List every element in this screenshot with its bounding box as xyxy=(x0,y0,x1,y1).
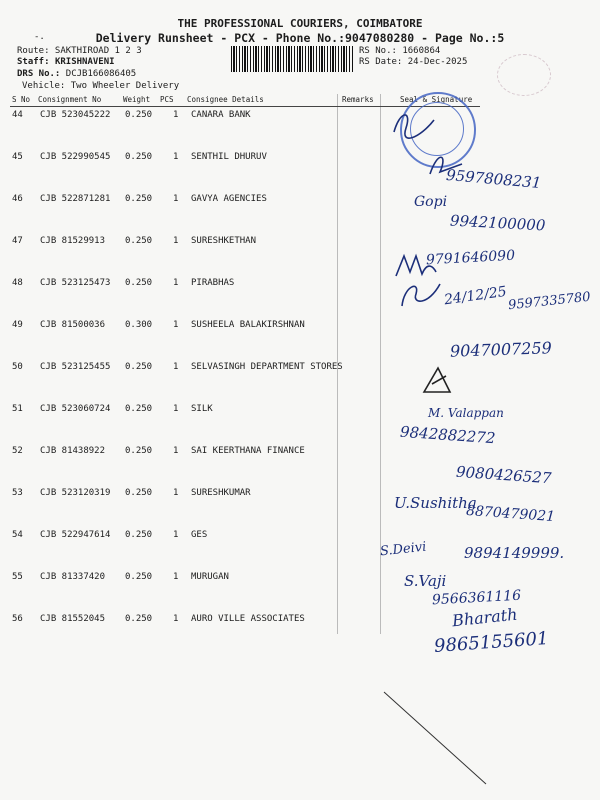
hw-name-auroville: Bharath xyxy=(451,604,519,631)
row-pcs: 1 xyxy=(173,278,179,288)
row-pcs: 1 xyxy=(173,614,179,624)
row-sno: 54 xyxy=(12,530,23,540)
row-consignment: CJB 522990545 xyxy=(40,152,111,162)
row-consignment: CJB 81500036 xyxy=(40,320,106,330)
drs-value: DCJB166086405 xyxy=(65,69,137,79)
row-consignee: GES xyxy=(191,530,208,540)
drs-label: DRS No.: xyxy=(17,69,61,79)
route-info: Route: SAKTHIROAD 1 2 3 xyxy=(17,46,142,56)
hw-phone-susheela: 9047007259 xyxy=(449,338,553,361)
row-sno: 44 xyxy=(12,110,23,120)
hw-phone-pirabhas: 9597335780 xyxy=(507,289,592,314)
row-consignee: SURESHKETHAN xyxy=(191,236,257,246)
row-weight: 0.250 xyxy=(125,278,153,288)
row-consignee: AURO VILLE ASSOCIATES xyxy=(191,614,305,624)
row-consignment: CJB 81438922 xyxy=(40,446,106,456)
row-pcs: 1 xyxy=(173,488,179,498)
barcode xyxy=(231,46,354,72)
row-consignment: CJB 523125455 xyxy=(40,362,111,372)
faint-stamp xyxy=(497,54,551,96)
col-sno: S No xyxy=(12,95,31,104)
row-pcs: 1 xyxy=(173,362,179,372)
row-consignment: CJB 81337420 xyxy=(40,572,106,582)
hw-signature-ges: S.Deivi xyxy=(379,539,428,560)
row-consignee: SILK xyxy=(191,404,213,414)
hw-name-murugan: S.Vaji xyxy=(404,572,447,590)
row-weight: 0.250 xyxy=(125,572,153,582)
col-consignment: Consignment No xyxy=(38,95,102,104)
table-row xyxy=(10,362,490,404)
hw-date-pirabhas: 24/12/25 xyxy=(443,283,508,309)
signature-selvasingh xyxy=(420,364,460,398)
row-weight: 0.250 xyxy=(125,404,153,414)
row-sno: 50 xyxy=(12,362,23,372)
row-pcs: 1 xyxy=(173,572,179,582)
row-consignee: SENTHIL DHURUV xyxy=(191,152,267,162)
row-consignee: CANARA BANK xyxy=(191,110,251,120)
col-pcs: PCS xyxy=(160,95,174,104)
row-pcs: 1 xyxy=(173,320,179,330)
row-consignment: CJB 522871281 xyxy=(40,194,111,204)
row-consignment: CJB 523120319 xyxy=(40,488,111,498)
hw-phone-auroville: 9865155601 xyxy=(433,628,550,657)
drs-info xyxy=(17,69,136,79)
header-dots: -. xyxy=(34,32,45,42)
row-weight: 0.250 xyxy=(125,614,153,624)
row-sno: 52 xyxy=(12,446,23,456)
hw-phone-murugan: 9566361116 xyxy=(431,587,522,609)
row-consignee: SELVASINGH DEPARTMENT STORES xyxy=(191,362,343,372)
hw-name-silk: M. Valappan xyxy=(428,406,504,420)
row-weight: 0.250 xyxy=(125,236,153,246)
row-pcs: 1 xyxy=(173,236,179,246)
col-weight: Weight xyxy=(123,95,151,104)
runsheet-subtitle: Delivery Runsheet - PCX - Phone No.:9047080280 - Page No.:5 xyxy=(95,31,505,45)
row-sno: 53 xyxy=(12,488,23,498)
table-row xyxy=(10,614,490,656)
row-sno: 48 xyxy=(12,278,23,288)
row-pcs: 1 xyxy=(173,530,179,540)
staff-label: Staff: xyxy=(17,57,50,67)
row-weight: 0.250 xyxy=(125,446,153,456)
row-consignment: CJB 81552045 xyxy=(40,614,106,624)
row-sno: 56 xyxy=(12,614,23,624)
hw-phone-sureshkethan: 9791646090 xyxy=(425,247,516,269)
table-row xyxy=(10,320,490,362)
rs-date: RS Date: 24-Dec-2025 xyxy=(359,57,468,67)
row-pcs: 1 xyxy=(173,194,179,204)
vehicle-info: Vehicle: Two Wheeler Delivery xyxy=(22,81,180,91)
row-sno: 51 xyxy=(12,404,23,414)
row-pcs: 1 xyxy=(173,152,179,162)
row-consignee: SAI KEERTHANA FINANCE xyxy=(191,446,305,456)
row-sno: 45 xyxy=(12,152,23,162)
row-consignment: CJB 523125473 xyxy=(40,278,111,288)
col-remarks: Remarks xyxy=(342,95,374,104)
row-weight: 0.250 xyxy=(125,488,153,498)
row-consignee: SUSHEELA BALAKIRSHNAN xyxy=(191,320,305,330)
rs-number: RS No.: 1660864 xyxy=(359,46,441,56)
row-consignment: CJB 523060724 xyxy=(40,404,111,414)
row-sno: 55 xyxy=(12,572,23,582)
row-consignee: SURESHKUMAR xyxy=(191,488,251,498)
hw-name-sureshkumar: U.Sushitha xyxy=(394,494,477,512)
hw-phone-silk: 9842882272 xyxy=(399,422,496,448)
hw-name-gopi: Gopi xyxy=(414,194,448,210)
hw-phone-gavya: 9942100000 xyxy=(449,211,546,235)
staff-info xyxy=(17,57,115,67)
row-consignee: PIRABHAS xyxy=(191,278,235,288)
hw-phone-ges: 9894149999. xyxy=(464,544,565,562)
row-consignment: CJB 523045222 xyxy=(40,110,111,120)
row-consignee: GAVYA AGENCIES xyxy=(191,194,267,204)
row-weight: 0.250 xyxy=(125,530,153,540)
row-consignment: CJB 522947614 xyxy=(40,530,111,540)
col-signature: Seal & Signature xyxy=(400,95,473,104)
closing-stroke xyxy=(380,688,500,788)
table-row xyxy=(10,446,490,488)
staff-value: KRISHNAVENI xyxy=(54,57,115,67)
hw-phone-sureshkumar: 8870479021 xyxy=(465,502,556,526)
row-pcs: 1 xyxy=(173,446,179,456)
row-pcs: 1 xyxy=(173,110,179,120)
row-sno: 46 xyxy=(12,194,23,204)
row-weight: 0.250 xyxy=(125,152,153,162)
row-sno: 49 xyxy=(12,320,23,330)
row-pcs: 1 xyxy=(173,404,179,414)
hw-phone-senthil: 9597808231 xyxy=(445,165,543,193)
row-weight: 0.300 xyxy=(125,320,153,330)
hw-phone-saikeerthana: 9080426527 xyxy=(455,462,552,488)
row-consignment: CJB 81529913 xyxy=(40,236,106,246)
row-consignee: MURUGAN xyxy=(191,572,229,582)
signature-canara xyxy=(390,108,440,144)
company-title: THE PROFESSIONAL COURIERS, COIMBATORE xyxy=(177,17,423,30)
row-sno: 47 xyxy=(12,236,23,246)
col-consignee: Consignee Details xyxy=(187,95,264,104)
row-weight: 0.250 xyxy=(125,110,153,120)
row-weight: 0.250 xyxy=(125,194,153,204)
row-weight: 0.250 xyxy=(125,362,153,372)
signature-pirabhas xyxy=(398,276,444,312)
